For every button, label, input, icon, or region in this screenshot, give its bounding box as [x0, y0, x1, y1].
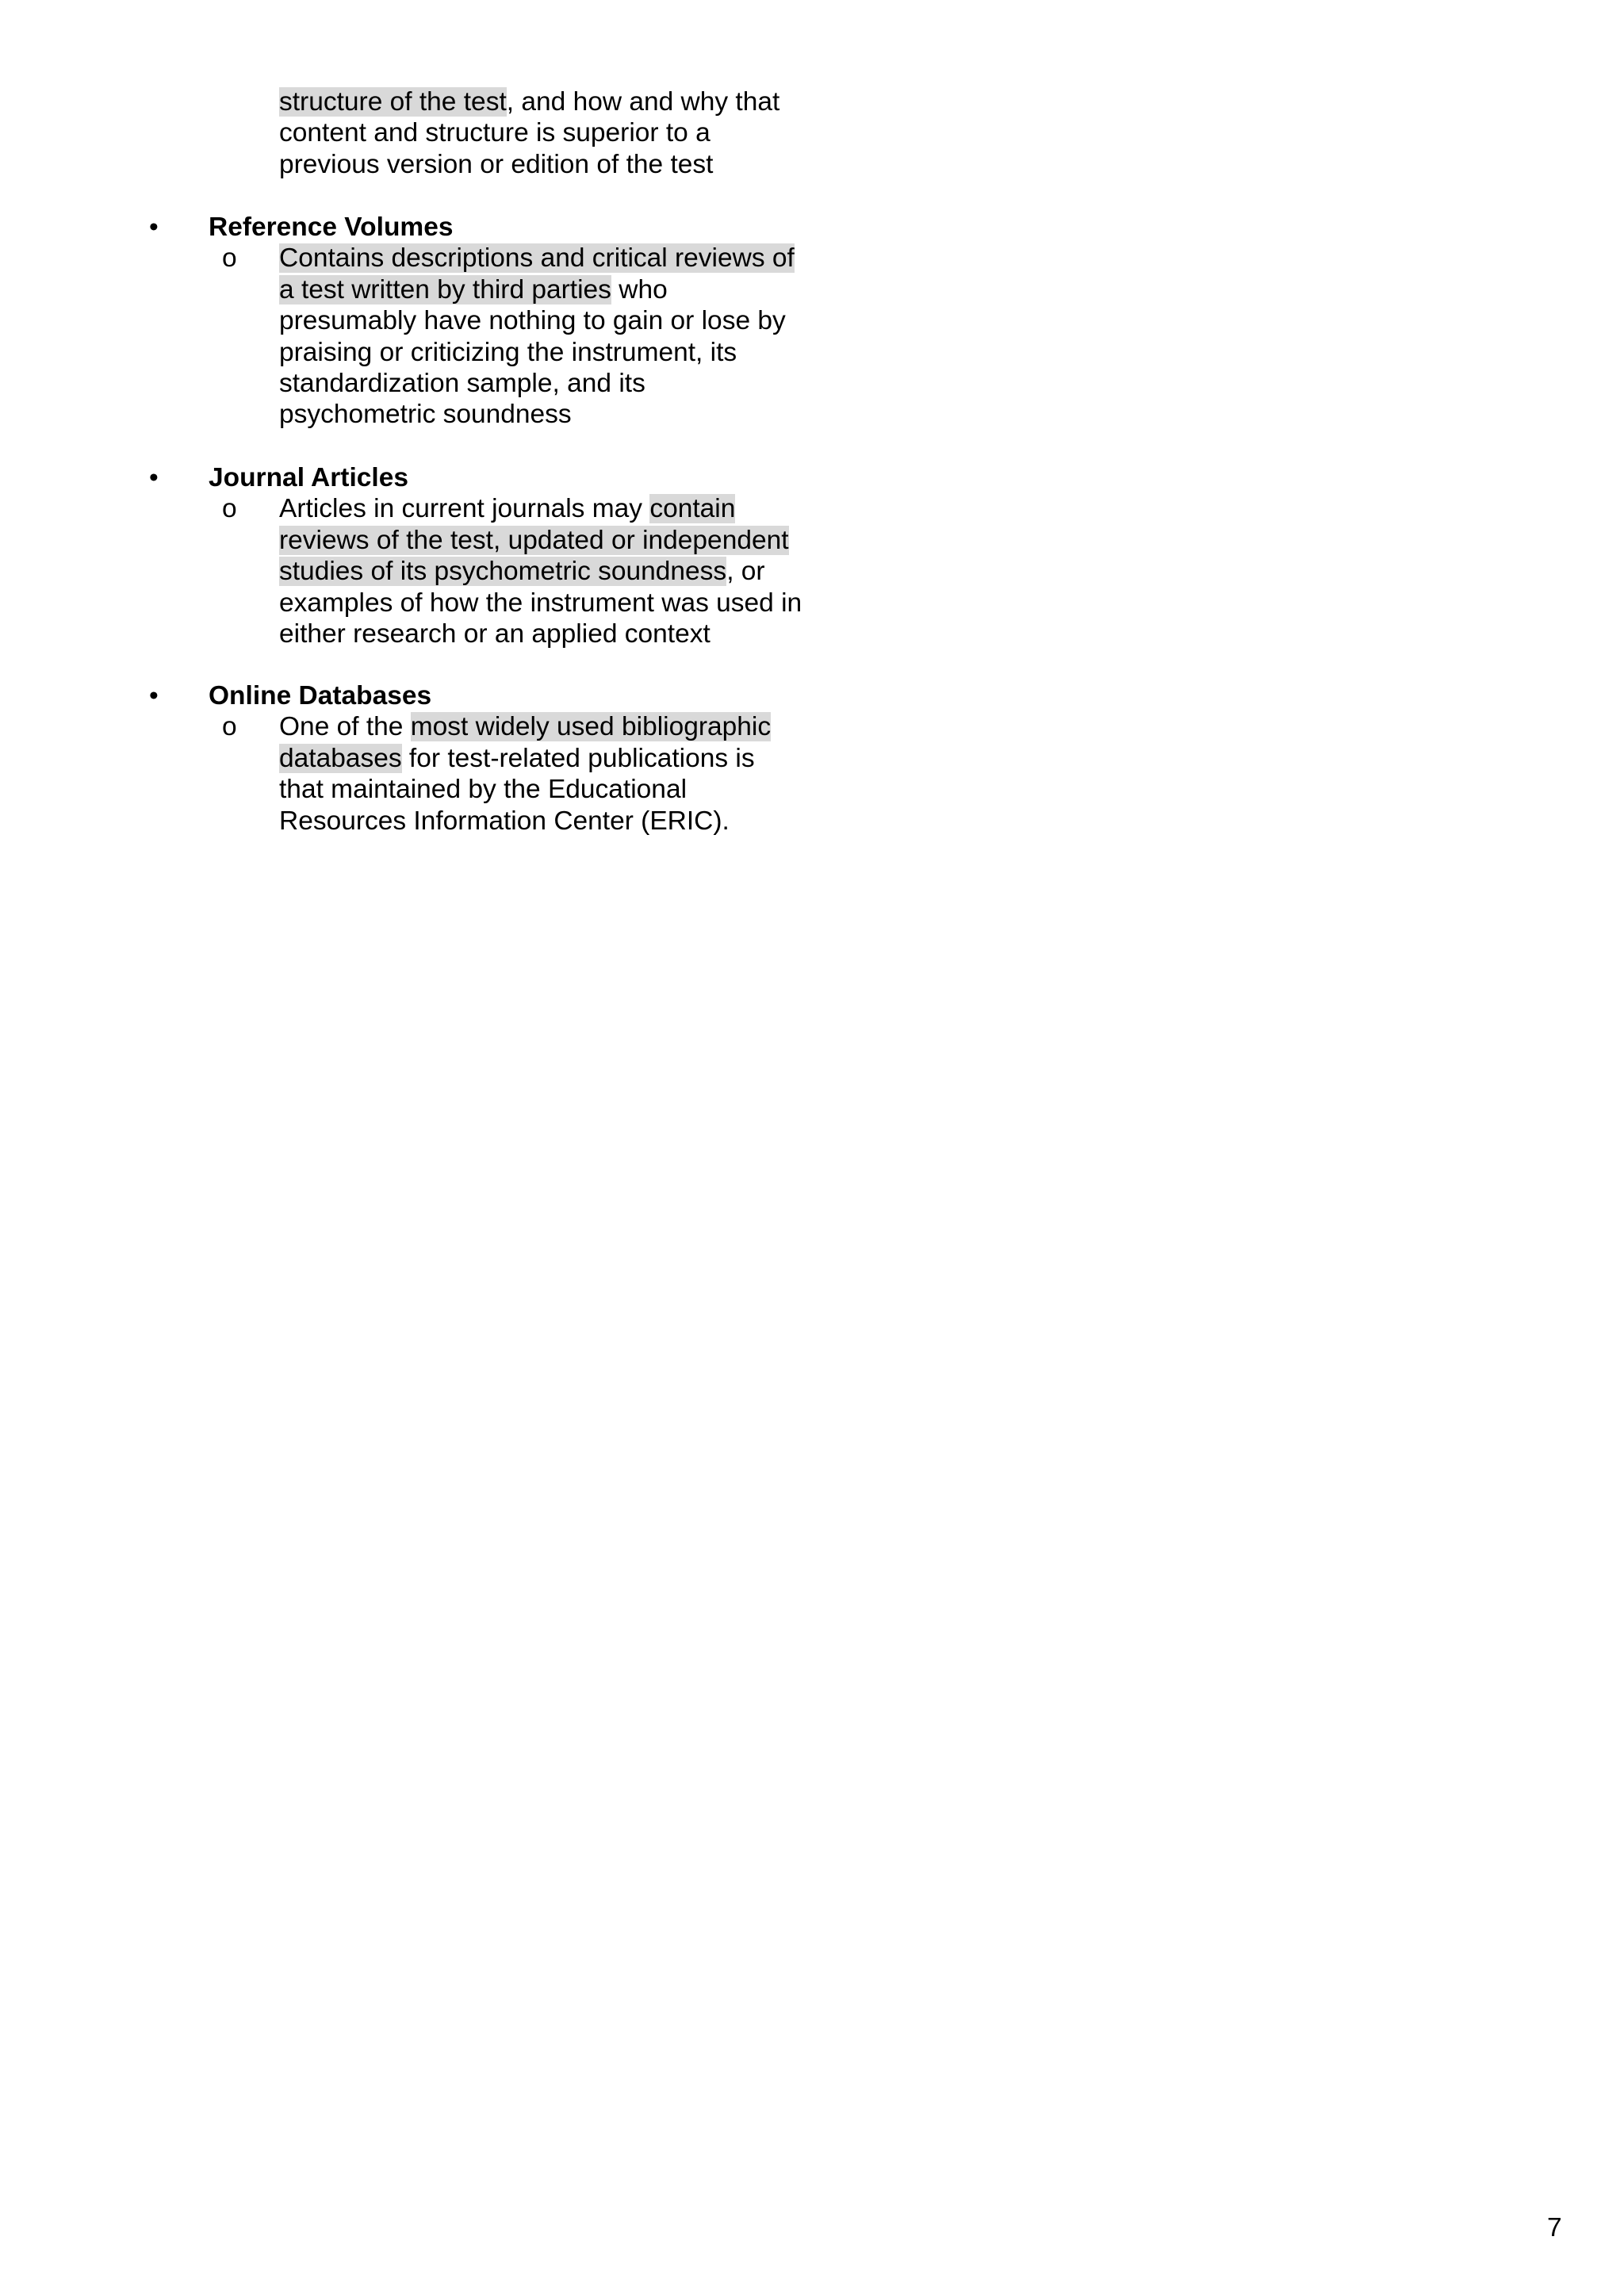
continued-paragraph — [279, 86, 834, 180]
highlight: most widely used bibliographic — [410, 712, 772, 742]
bullet-icon: • — [149, 463, 159, 492]
sub-bullet-icon: o — [222, 712, 237, 742]
sub-item-text — [279, 493, 834, 649]
text-line: praising or criticizing the instrument, its — [279, 337, 737, 367]
bullet-icon: • — [149, 213, 159, 242]
highlight: studies of its psychometric soundness — [279, 557, 727, 587]
text-line — [279, 525, 834, 556]
text-line: a test written by third parties who — [279, 274, 668, 304]
text-line: content and structure is superior to a — [279, 118, 710, 148]
highlight: databases — [279, 743, 402, 773]
highlight: a test written by third parties — [279, 274, 611, 304]
highlight: reviews of the test, updated or independent — [279, 525, 789, 555]
sub-bullet-icon: o — [222, 243, 237, 274]
page-number: 7 — [1547, 2213, 1562, 2242]
text-line: psychometric soundness — [279, 400, 572, 430]
text-line: presumably have nothing to gain or lose by — [279, 306, 786, 336]
text-line: structure of the test, and how and why that — [279, 87, 780, 117]
sub-item-text — [279, 243, 834, 430]
text-line: either research or an applied context — [279, 619, 710, 649]
text-line: examples of how the instrument was used in — [279, 588, 802, 618]
highlight: contain — [649, 494, 736, 524]
text-line: previous version or edition of the test — [279, 149, 714, 179]
text-line: databases for test-related publications is — [279, 743, 755, 773]
section-heading: Journal Articles — [209, 463, 408, 492]
text-line: Resources Information Center (ERIC). — [279, 806, 730, 836]
bullet-icon: • — [149, 681, 159, 710]
text-line — [279, 243, 834, 274]
text-line: that maintained by the Educational — [279, 775, 688, 805]
highlight: structure of the test — [279, 87, 507, 117]
text-line: Articles in current journals may contain — [279, 494, 736, 524]
sub-bullet-icon: o — [222, 494, 237, 524]
sub-item-text — [279, 711, 834, 837]
text-line: studies of its psychometric soundness, or — [279, 557, 765, 587]
text-line: standardization sample, and its — [279, 369, 645, 399]
highlight: Contains descriptions and critical reviews of — [279, 243, 795, 274]
section-heading: Online Databases — [209, 681, 432, 710]
text-line: One of the most widely used bibliographic — [279, 712, 772, 742]
section-heading: Reference Volumes — [209, 213, 454, 242]
